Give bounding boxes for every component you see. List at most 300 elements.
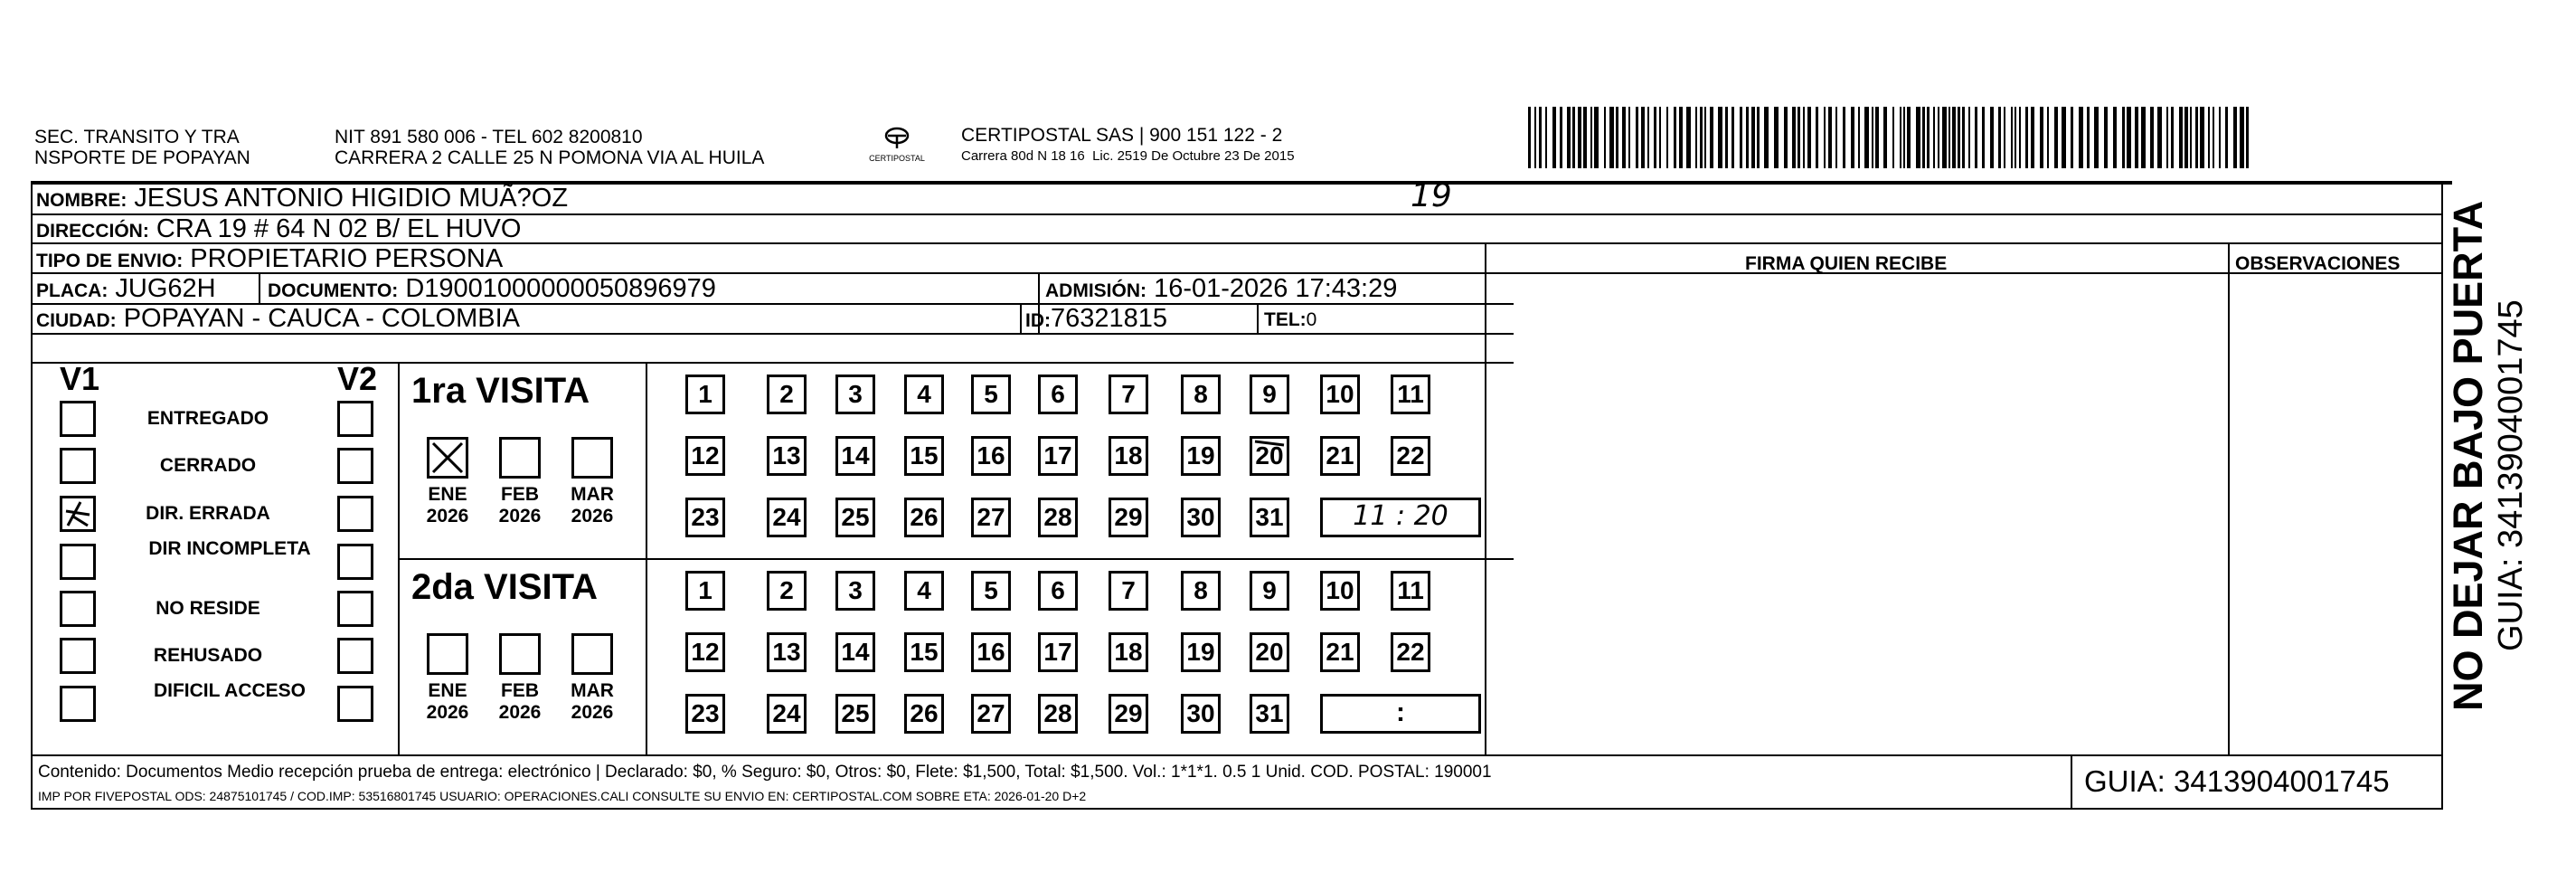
day-box[interactable] — [835, 632, 875, 672]
month-name: FEB — [501, 484, 539, 505]
month-year: 2026 — [498, 702, 542, 723]
barcode-bar — [1858, 107, 1860, 168]
v2-checkbox[interactable] — [337, 686, 373, 722]
v1-checkbox[interactable] — [60, 448, 96, 484]
barcode-bar — [1725, 107, 1728, 168]
day-box[interactable] — [1320, 375, 1360, 414]
handwritten-time: 11 : 20 — [1353, 500, 1448, 532]
barcode-bar — [1968, 107, 1970, 168]
day-number: 21 — [1326, 441, 1354, 469]
month-label — [420, 680, 475, 724]
barcode-bar — [1583, 107, 1587, 168]
day-box[interactable] — [1320, 571, 1360, 611]
barcode-bar — [1616, 107, 1618, 168]
placa-label: PLACA: — [36, 280, 109, 301]
day-box[interactable] — [767, 375, 807, 414]
barcode-bar — [1539, 107, 1542, 168]
day-number: 31 — [1255, 699, 1284, 727]
day-box[interactable] — [1038, 694, 1078, 734]
barcode-bar — [2213, 107, 2214, 168]
day-number: 1 — [698, 380, 712, 408]
barcode-bar — [1740, 107, 1742, 168]
day-number: 3 — [848, 576, 863, 604]
barcode-bar — [2190, 107, 2192, 168]
barcode-bar — [2047, 107, 2049, 168]
barcode-bar — [1622, 107, 1626, 168]
barcode-bar — [2246, 107, 2249, 168]
barcode-bar — [1916, 107, 1920, 168]
logo-text: CERTIPOSTAL — [869, 154, 925, 163]
day-number: 5 — [984, 576, 998, 604]
day-number: 30 — [1186, 503, 1215, 531]
day-number: 23 — [691, 503, 720, 531]
day-box[interactable] — [1181, 694, 1221, 734]
id-row — [1025, 304, 1167, 336]
barcode-bar — [1710, 107, 1713, 168]
day-number: 4 — [917, 576, 931, 604]
day-number: 11 — [1397, 576, 1424, 604]
placa-value: JUG62H — [115, 274, 216, 303]
day-number: 26 — [910, 503, 939, 531]
day-box[interactable] — [685, 694, 725, 734]
barcode-bar — [2094, 107, 2099, 168]
barcode-bar — [1962, 107, 1965, 168]
v2-label: V2 — [337, 360, 378, 397]
day-box[interactable] — [1250, 694, 1289, 734]
day-number: 14 — [841, 441, 870, 469]
barcode-bar — [1666, 107, 1668, 168]
barcode-bar — [2087, 107, 2090, 168]
day-box[interactable] — [835, 498, 875, 537]
day-box[interactable] — [1250, 571, 1289, 611]
visit-title: 1ra VISITA — [411, 371, 590, 411]
handwritten-check-icon — [62, 498, 93, 529]
barcode-bar — [1892, 107, 1894, 168]
day-box[interactable] — [1391, 632, 1430, 672]
day-number: 27 — [977, 503, 1005, 531]
admision-label: ADMISIÓN: — [1045, 280, 1146, 301]
day-box[interactable] — [835, 436, 875, 476]
month-checkbox[interactable] — [571, 437, 613, 479]
barcode-bar — [1824, 107, 1826, 168]
day-number: 26 — [910, 699, 939, 727]
barcode-bar — [1883, 107, 1887, 168]
day-number: 29 — [1114, 503, 1143, 531]
month-year: 2026 — [426, 506, 469, 526]
company-sub: Carrera 80d N 18 16 Lic. 2519 De Octubre 23 De 2015 — [961, 148, 1295, 164]
day-box[interactable] — [1181, 632, 1221, 672]
time-placeholder: : — [1396, 697, 1405, 727]
status-label: CERRADO — [159, 455, 257, 476]
barcode-bar — [1942, 107, 1947, 168]
ciudad-value: POPAYAN - CAUCA - COLOMBIA — [123, 304, 521, 333]
day-number: 20 — [1255, 638, 1284, 666]
barcode-bar — [1552, 107, 1556, 168]
barcode-bar — [2135, 107, 2138, 168]
tipo-value: PROPIETARIO PERSONA — [190, 244, 504, 273]
id-label: ID: — [1025, 310, 1051, 331]
barcode-bar — [2184, 107, 2188, 168]
status-label: DIR INCOMPLETA — [148, 538, 311, 559]
day-number: 21 — [1326, 638, 1354, 666]
barcode-bar — [1594, 107, 1599, 168]
barcode-bar — [2004, 107, 2005, 168]
barcode-bar — [1927, 107, 1930, 168]
day-box[interactable] — [1391, 436, 1430, 476]
day-number: 16 — [977, 441, 1005, 469]
day-box[interactable] — [1109, 375, 1148, 414]
v1-checkbox[interactable] — [60, 638, 96, 674]
barcode-bar — [1803, 107, 1805, 168]
day-number: 23 — [691, 699, 720, 727]
barcode-bar — [1636, 107, 1638, 168]
day-box[interactable] — [971, 436, 1011, 476]
day-box[interactable] — [1109, 498, 1148, 537]
month-label — [420, 484, 475, 527]
day-number: 1 — [698, 576, 712, 604]
v1-checkbox[interactable] — [60, 544, 96, 580]
sender-line-1: SEC. TRANSITO Y TRA — [34, 127, 240, 147]
barcode-bar — [1938, 107, 1939, 168]
barcode-bar — [1835, 107, 1837, 168]
barcode-bar — [1903, 107, 1905, 168]
barcode-bar — [2219, 107, 2221, 168]
barcode-bar — [2040, 107, 2043, 168]
month-label — [493, 680, 547, 724]
time-box[interactable] — [1320, 694, 1481, 734]
day-box[interactable] — [1109, 632, 1148, 672]
day-number: 30 — [1186, 699, 1215, 727]
day-number: 10 — [1326, 380, 1354, 408]
month-label — [493, 484, 547, 527]
day-number: 2 — [779, 576, 794, 604]
barcode-bar — [2157, 107, 2162, 168]
day-box[interactable] — [1181, 436, 1221, 476]
barcode-bar — [1641, 107, 1645, 168]
day-number: 17 — [1043, 441, 1072, 469]
barcode-bar — [2025, 107, 2028, 168]
day-box[interactable] — [1109, 571, 1148, 611]
day-box[interactable] — [767, 436, 807, 476]
v1-checkbox[interactable] — [60, 591, 96, 627]
barcode-bar — [1751, 107, 1755, 168]
v2-checkbox[interactable] — [337, 638, 373, 674]
visit-title: 2da VISITA — [411, 567, 598, 607]
day-box[interactable] — [685, 436, 725, 476]
day-box[interactable] — [835, 375, 875, 414]
barcode-bar — [1746, 107, 1749, 168]
handwritten-mark-icon — [1250, 436, 1289, 476]
day-number: 19 — [1186, 441, 1215, 469]
day-number: 8 — [1194, 576, 1208, 604]
day-number: 5 — [984, 380, 998, 408]
barcode-bar — [1731, 107, 1734, 168]
barcode-bar — [1604, 107, 1606, 168]
day-number: 10 — [1326, 576, 1354, 604]
barcode-bar — [1807, 107, 1811, 168]
day-box[interactable] — [971, 375, 1011, 414]
footer-contenido: Contenido: Documentos Medio recepción prueba de entrega: electrónico | Declarado: $0, % Seguro: $0, Otros: $0, Flete: $1,500, Total: $1,500. Vol.: 1*1*1. 0.5 1 Unid. COD. POSTAL: 190001 — [38, 763, 1492, 782]
day-box[interactable] — [1250, 632, 1289, 672]
barcode-bar — [1545, 107, 1547, 168]
barcode-bar — [1922, 107, 1925, 168]
barcode-bar — [2127, 107, 2131, 168]
v2-checkbox[interactable] — [337, 496, 373, 532]
day-box[interactable] — [904, 571, 944, 611]
day-box[interactable] — [1181, 375, 1221, 414]
barcode-bar — [2015, 107, 2016, 168]
footer-imp: IMP POR FIVEPOSTAL ODS: 24875101745 / COD.IMP: 53516801745 USUARIO: OPERACIONES.CALI CONSULTE SU ENVIO EN: CERTIPOSTAL.COM SOBRE ETA: 2026-01-20 D+2 — [38, 789, 1087, 803]
day-number: 17 — [1043, 638, 1072, 666]
time-box[interactable] — [1320, 498, 1481, 537]
barcode-bar — [2200, 107, 2204, 168]
day-box[interactable] — [1038, 436, 1078, 476]
barcode-bar — [1958, 107, 1960, 168]
day-number: 22 — [1396, 638, 1425, 666]
barcode-bar — [1933, 107, 1935, 168]
tel-row — [1264, 306, 1316, 335]
day-box[interactable] — [1109, 436, 1148, 476]
barcode-bar — [1798, 107, 1800, 168]
barcode-bar — [2122, 107, 2125, 168]
barcode-bar — [1695, 107, 1697, 168]
day-box[interactable] — [767, 571, 807, 611]
barcode-bar — [1590, 107, 1592, 168]
barcode-bar — [1949, 107, 1950, 168]
nit-line: NIT 891 580 006 - TEL 602 8200810 — [335, 127, 643, 147]
day-box[interactable] — [1391, 375, 1430, 414]
day-number: 14 — [841, 638, 870, 666]
day-number: 6 — [1051, 576, 1065, 604]
sender-line-2: NSPORTE DE POPAYAN — [34, 147, 250, 168]
barcode-bar — [2208, 107, 2210, 168]
documento-label: DOCUMENTO: — [268, 280, 399, 301]
direccion-row — [36, 214, 521, 246]
barcode-bar — [2225, 107, 2228, 168]
barcode-bar — [2054, 107, 2058, 168]
day-box[interactable] — [904, 498, 944, 537]
v2-checkbox[interactable] — [337, 401, 373, 437]
barcode-bar — [1534, 107, 1536, 168]
barcode-bar — [1843, 107, 1845, 168]
day-number: 16 — [977, 638, 1005, 666]
status-label: DIFICIL ACCESO — [153, 680, 306, 701]
month-checkbox[interactable] — [499, 633, 541, 675]
barcode-bar — [1578, 107, 1581, 168]
day-box[interactable] — [1038, 375, 1078, 414]
placa-row — [36, 274, 216, 306]
v1-checkbox[interactable] — [60, 496, 96, 532]
tipo-label: TIPO DE ENVIO: — [36, 251, 184, 271]
day-box[interactable] — [767, 498, 807, 537]
day-number: 31 — [1255, 503, 1284, 531]
barcode-bar — [1875, 107, 1879, 168]
day-box[interactable] — [971, 694, 1011, 734]
day-box[interactable] — [767, 694, 807, 734]
barcode-bar — [2071, 107, 2073, 168]
day-box[interactable] — [904, 694, 944, 734]
barcode-bar — [1560, 107, 1562, 168]
barcode-bar — [1686, 107, 1691, 168]
direccion-label: DIRECCIÓN: — [36, 221, 149, 242]
day-number: 2 — [779, 380, 794, 408]
barcode-bar — [2062, 107, 2066, 168]
day-number: 6 — [1051, 380, 1065, 408]
ciudad-label: CIUDAD: — [36, 310, 117, 331]
v1-checkbox[interactable] — [60, 686, 96, 722]
barcode-bar — [2195, 107, 2198, 168]
day-box[interactable] — [1250, 375, 1289, 414]
day-box[interactable] — [904, 632, 944, 672]
day-number: 9 — [1262, 576, 1277, 604]
observaciones-label: OBSERVACIONES — [2235, 253, 2401, 274]
x-mark-icon — [429, 440, 466, 476]
handwritten-number: 19 — [1411, 177, 1452, 214]
day-box[interactable] — [1250, 498, 1289, 537]
month-name: MAR — [571, 680, 614, 701]
day-number: 25 — [841, 503, 870, 531]
documento-row — [268, 274, 716, 306]
barcode-bar — [1704, 107, 1706, 168]
month-year: 2026 — [571, 506, 614, 526]
barcode-bar — [1982, 107, 1985, 168]
barcode-bar — [1828, 107, 1832, 168]
barcode-bar — [1567, 107, 1571, 168]
barcode-bar — [2166, 107, 2168, 168]
status-label: NO RESIDE — [156, 598, 260, 619]
month-name: MAR — [571, 484, 614, 505]
day-box[interactable] — [1038, 571, 1078, 611]
id-value: 76321815 — [1051, 304, 1168, 333]
day-number: 12 — [691, 638, 720, 666]
barcode-bar — [1990, 107, 1994, 168]
firma-label: FIRMA QUIEN RECIBE — [1745, 253, 1948, 274]
barcode-bar — [2233, 107, 2237, 168]
month-year: 2026 — [571, 702, 614, 723]
barcode-bar — [2079, 107, 2083, 168]
barcode-bar — [1900, 107, 1901, 168]
barcode-bar — [2104, 107, 2108, 168]
month-year: 2026 — [498, 506, 542, 526]
day-number: 15 — [910, 638, 939, 666]
month-name: ENE — [428, 680, 467, 701]
v2-checkbox[interactable] — [337, 544, 373, 580]
day-box[interactable] — [1391, 571, 1430, 611]
barcode — [1528, 107, 2256, 168]
month-checkbox[interactable] — [571, 633, 613, 675]
barcode-bar — [2150, 107, 2154, 168]
month-checkbox[interactable] — [499, 437, 541, 479]
barcode-bar — [1907, 107, 1911, 168]
barcode-bar — [1674, 107, 1676, 168]
status-label: ENTREGADO — [146, 408, 269, 429]
day-box[interactable] — [904, 436, 944, 476]
day-box[interactable] — [1109, 694, 1148, 734]
tel-value: 0 — [1306, 309, 1317, 330]
company-line: CERTIPOSTAL SAS | 900 151 122 - 2 — [961, 125, 1283, 146]
day-number: 18 — [1114, 638, 1143, 666]
ciudad-row — [36, 304, 520, 336]
documento-value: D19001000000050896979 — [405, 274, 716, 303]
day-box[interactable] — [1038, 632, 1078, 672]
day-box[interactable] — [1181, 571, 1221, 611]
day-number: 27 — [977, 699, 1005, 727]
month-checkbox[interactable] — [427, 437, 468, 479]
day-box[interactable] — [1038, 498, 1078, 537]
barcode-bar — [2171, 107, 2174, 168]
nombre-row — [36, 184, 568, 215]
barcode-bar — [1792, 107, 1796, 168]
barcode-bar — [2019, 107, 2021, 168]
day-number: 19 — [1186, 638, 1215, 666]
day-box[interactable] — [1320, 436, 1360, 476]
day-number: 13 — [772, 441, 801, 469]
admision-row — [1045, 274, 1397, 306]
day-number: 4 — [917, 380, 931, 408]
barcode-bar — [1774, 107, 1779, 168]
month-year: 2026 — [426, 702, 469, 723]
barcode-bar — [1528, 107, 1531, 168]
day-number: 9 — [1262, 380, 1277, 408]
day-box[interactable] — [971, 632, 1011, 672]
barcode-bar — [1872, 107, 1873, 168]
certipostal-logo — [843, 121, 951, 168]
day-number: 20 — [1255, 441, 1284, 469]
day-number: 8 — [1194, 380, 1208, 408]
address-line: CARRERA 2 CALLE 25 N POMONA VIA AL HUILA — [335, 147, 765, 168]
month-name: FEB — [501, 680, 539, 701]
barcode-bar — [1718, 107, 1722, 168]
barcode-bar — [1700, 107, 1703, 168]
day-box[interactable] — [904, 375, 944, 414]
day-box[interactable] — [1181, 498, 1221, 537]
barcode-bar — [1764, 107, 1769, 168]
day-number: 28 — [1043, 503, 1072, 531]
v1-label: V1 — [60, 360, 100, 397]
barcode-bar — [1757, 107, 1760, 168]
barcode-bar — [2011, 107, 2013, 168]
day-box[interactable] — [835, 571, 875, 611]
day-box[interactable] — [835, 694, 875, 734]
barcode-bar — [2141, 107, 2146, 168]
day-box[interactable] — [1320, 632, 1360, 672]
day-number: 13 — [772, 638, 801, 666]
day-box[interactable] — [1250, 436, 1289, 476]
month-checkbox[interactable] — [427, 633, 468, 675]
v1-checkbox[interactable] — [60, 401, 96, 437]
v2-checkbox[interactable] — [337, 591, 373, 627]
day-box[interactable] — [685, 375, 725, 414]
day-box[interactable] — [685, 571, 725, 611]
barcode-bar — [1784, 107, 1788, 168]
day-box[interactable] — [767, 632, 807, 672]
barcode-bar — [2240, 107, 2244, 168]
day-number: 7 — [1121, 380, 1136, 408]
day-box[interactable] — [971, 498, 1011, 537]
barcode-bar — [1572, 107, 1575, 168]
barcode-bar — [2179, 107, 2183, 168]
tel-label: TEL: — [1264, 309, 1307, 330]
barcode-bar — [1952, 107, 1956, 168]
day-number: 12 — [691, 441, 720, 469]
day-box[interactable] — [685, 632, 725, 672]
day-box[interactable] — [685, 498, 725, 537]
day-box[interactable] — [971, 571, 1011, 611]
day-number: 18 — [1114, 441, 1143, 469]
v2-checkbox[interactable] — [337, 448, 373, 484]
barcode-bar — [1679, 107, 1683, 168]
barcode-bar — [1998, 107, 2001, 168]
